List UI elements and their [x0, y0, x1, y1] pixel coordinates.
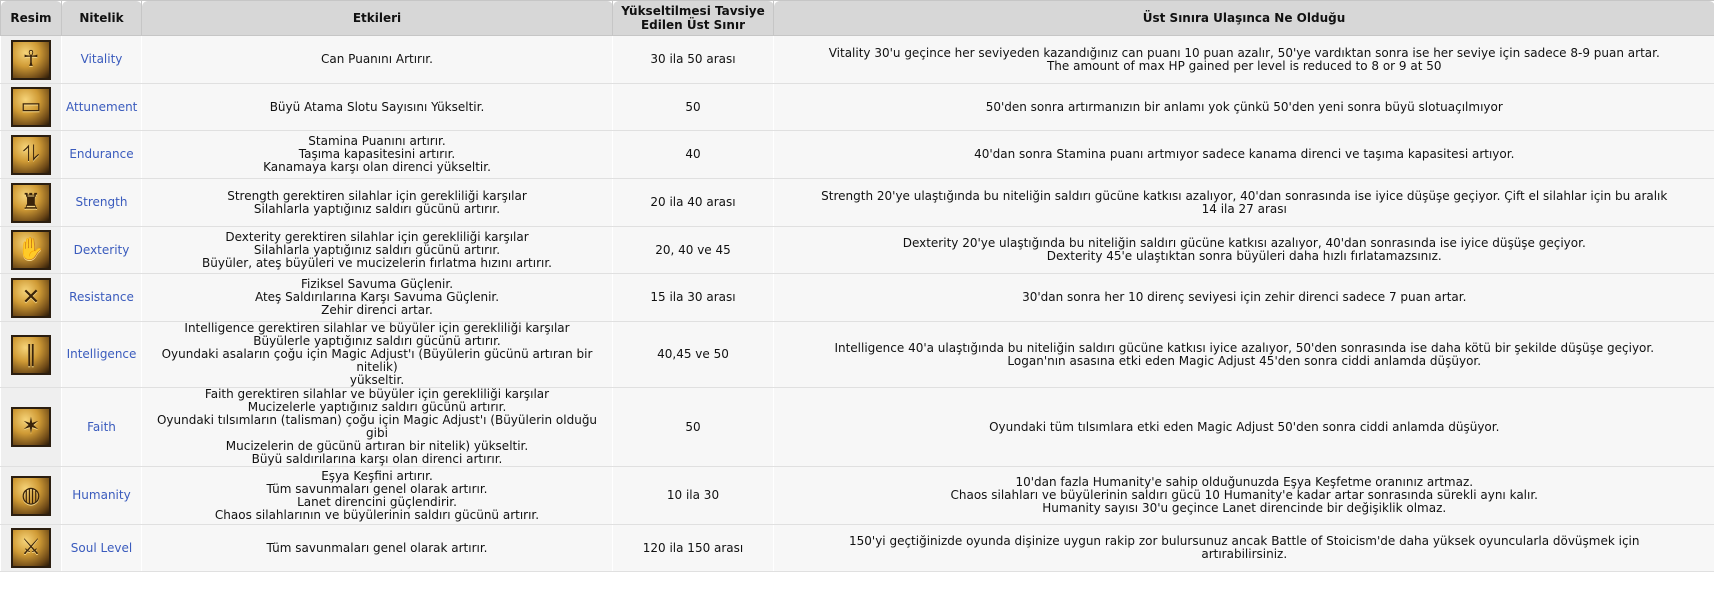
table-row: [1, 467, 1714, 525]
attribute-cell: [62, 227, 142, 274]
icon-cell: [1, 467, 62, 525]
header-resim: Resim: [1, 1, 62, 36]
attribute-cell: [62, 322, 142, 388]
after-cell: Oyundaki tüm tılsımlara etki eden Magic Adjust 50'den sonra ciddi anlamda düşüyor.: [774, 388, 1714, 467]
open-book-icon: ▭: [11, 87, 51, 127]
crossed-arms-icon: ✕: [11, 278, 51, 318]
attribute-cell: [62, 131, 142, 179]
open-hand-icon: ✋: [11, 230, 51, 270]
after-cell: 10'dan fazla Humanity'e sahip olduğunuzda Eşya Keşfetme oranınız artmaz. Chaos silahları ve büyülerinin saldırı gücü 10 Humanity'e kadar artar sonrasında sürekli aynı kalır. Humanity sayısı 30'u geçince Lanet direncinde bir değişiklik olmaz.: [774, 467, 1714, 525]
limit-cell: 50: [613, 388, 774, 467]
after-cell: Intelligence 40'a ulaştığında bu niteliğin saldırı gücüne katkısı iyice azalıyor, 50'den sonrasında ise daha kötü bir şekilde düşüşe geçiyor. Logan'nın asasına etki eden Magic Adjust 45'den sonra ciddi anlamda düşüyor.: [774, 322, 1714, 388]
limit-cell: 30 ila 50 arası: [613, 36, 774, 84]
icon-cell: [1, 322, 62, 388]
flexed-arm-icon: ♜: [11, 183, 51, 223]
header-nitelik: Nitelik: [62, 1, 142, 36]
after-cell: 30'dan sonra her 10 direnç seviyesi için zehir direnci sadece 7 puan artar.: [774, 274, 1714, 322]
icon-cell: [1, 131, 62, 179]
limit-cell: 40,45 ve 50: [613, 322, 774, 388]
icon-cell: [1, 227, 62, 274]
icon-cell: [1, 179, 62, 227]
effects-cell: Fiziksel Savuma Güçlenir. Ateş Saldırılarına Karşı Savuma Güçlenir. Zehir direnci artar.: [142, 274, 613, 322]
effects-cell: Faith gerektiren silahlar ve büyüler için gerekliliği karşılar Mucizelerle yaptığınız saldırı gücünü artırır. Oyundaki tılsımların (talisman) çoğu için Magic Adjust'ı (Büyülerin olduğu gibi Mucizelerin de gücünü artıran bir nitelik) yükseltir. Büyü saldırılarına karşı olan direnci artırır.: [142, 388, 613, 467]
icon-cell: [1, 274, 62, 322]
after-cell: Strength 20'ye ulaştığında bu niteliğin saldırı gücüne katkısı azalıyor, 40'dan sonrasında ise iyice düşüşe geçiyor. Çift el silahlar için bu aralık 14 ila 27 arası: [774, 179, 1714, 227]
icon-cell: [1, 525, 62, 572]
attribute-cell: [62, 179, 142, 227]
table-row: [1, 322, 1714, 388]
icon-cell: [1, 388, 62, 467]
staffs-icon: ‖: [11, 335, 51, 375]
after-cell: Vitality 30'u geçince her seviyeden kazandığınız can puanı 10 puan azalır, 50'ye vardıktan sonra ise her seviye için sadece 8-9 puan artar. The amount of max HP gained per level is reduced to 8 or 9 at 50: [774, 36, 1714, 84]
effects-cell: Büyü Atama Slotu Sayısını Yükseltir.: [142, 84, 613, 131]
attribute-link[interactable]: Dexterity: [73, 242, 130, 257]
effects-cell: Stamina Puanını artırır. Taşıma kapasitesini artırır. Kanamaya karşı olan direnci yükseltir.: [142, 131, 613, 179]
limit-cell: 120 ila 150 arası: [613, 525, 774, 572]
header-row: [1, 1, 1714, 36]
table-row: [1, 227, 1714, 274]
table-row: [1, 36, 1714, 84]
table-row: [1, 179, 1714, 227]
limit-cell: 40: [613, 131, 774, 179]
icon-cell: [1, 36, 62, 84]
attribute-link[interactable]: Vitality: [80, 52, 123, 66]
attribute-cell: [62, 525, 142, 572]
attribute-link[interactable]: Resistance: [69, 290, 134, 304]
attribute-link[interactable]: Intelligence: [66, 347, 137, 361]
table-row: [1, 274, 1714, 322]
after-cell: 40'dan sonra Stamina puanı artmıyor sadece kanama direnci ve taşıma kapasitesi artıyor.: [774, 131, 1714, 179]
attribute-cell: [62, 36, 142, 84]
table-row: [1, 131, 1714, 179]
table-row: [1, 84, 1714, 131]
table-row: [1, 388, 1714, 467]
attribute-link[interactable]: Faith: [87, 419, 116, 434]
effects-cell: Dexterity gerektiren silahlar için gerekliliği karşılar Silahlarla yaptığınız saldırı gücünü artırır. Büyüler, ateş büyüleri ve mucizelerin fırlatma hızını artırır.: [142, 227, 613, 274]
attribute-link[interactable]: Strength: [75, 195, 128, 209]
legs-icon: ⥮: [11, 135, 51, 175]
header-limit: Yükseltilmesi Tavsiye Edilen Üst Sınır: [613, 1, 774, 36]
limit-cell: 10 ila 30: [613, 467, 774, 525]
icon-cell: [1, 84, 62, 131]
effects-cell: Can Puanını Artırır.: [142, 36, 613, 84]
attribute-cell: [62, 274, 142, 322]
attribute-link[interactable]: Attunement: [66, 99, 138, 114]
header-etkileri: Etkileri: [142, 1, 613, 36]
effects-cell: Intelligence gerektiren silahlar ve büyüler için gerekliliği karşılar Büyülerle yaptığınız saldırı gücünü artırır. Oyundaki asaların çoğu için Magic Adjust'ı (Büyülerin gücünü artıran bir nitelik) yükseltir.: [142, 322, 613, 388]
star-talisman-icon: ✶: [11, 407, 51, 447]
limit-cell: 20, 40 ve 45: [613, 227, 774, 274]
table-row: [1, 525, 1714, 572]
effects-cell: Strength gerektiren silahlar için gerekliliği karşılar Silahlarla yaptığınız saldırı gücünü artırır.: [142, 179, 613, 227]
attribute-link[interactable]: Endurance: [69, 147, 134, 161]
torso-icon: ☥: [11, 40, 51, 80]
attribute-cell: [62, 84, 142, 131]
header-after: Üst Sınıra Ulaşınca Ne Olduğu: [774, 1, 1714, 36]
effects-cell: Eşya Keşfini artırır. Tüm savunmaları genel olarak artırır. Lanet direncini güçlendirir. Chaos silahlarının ve büyülerinin saldırı gücünü artırır.: [142, 467, 613, 525]
after-cell: 50'den sonra artırmanızın bir anlamı yok çünkü 50'den yeni sonra büyü slotuaçılmıyor: [774, 84, 1714, 131]
after-cell: 150'yi geçtiğinizde oyunda dişinize uygun rakip zor bulursunuz ancak Battle of Stoicism'de daha yüksek oyuncularla dövüşmek için artırabilirsiniz.: [774, 525, 1714, 572]
attribute-link[interactable]: Humanity: [72, 488, 131, 502]
after-cell: Dexterity 20'ye ulaştığında bu niteliğin saldırı gücüne katkısı azalıyor, 40'dan sonrasında ise iyice düşüşe geçiyor. Dexterity 45'e ulaştıktan sonra büyüleri daha hızlı fırlatamazsınız.: [774, 227, 1714, 274]
attribute-cell: [62, 467, 142, 525]
attribute-link[interactable]: Soul Level: [70, 540, 133, 555]
limit-cell: 50: [613, 84, 774, 131]
crossed-swords-icon: ⚔: [11, 528, 51, 568]
effects-cell: Tüm savunmaları genel olarak artırır.: [142, 525, 613, 572]
dark-sign-icon: ◍: [11, 476, 51, 516]
attribute-cell: [62, 388, 142, 467]
limit-cell: 15 ila 30 arası: [613, 274, 774, 322]
limit-cell: 20 ila 40 arası: [613, 179, 774, 227]
